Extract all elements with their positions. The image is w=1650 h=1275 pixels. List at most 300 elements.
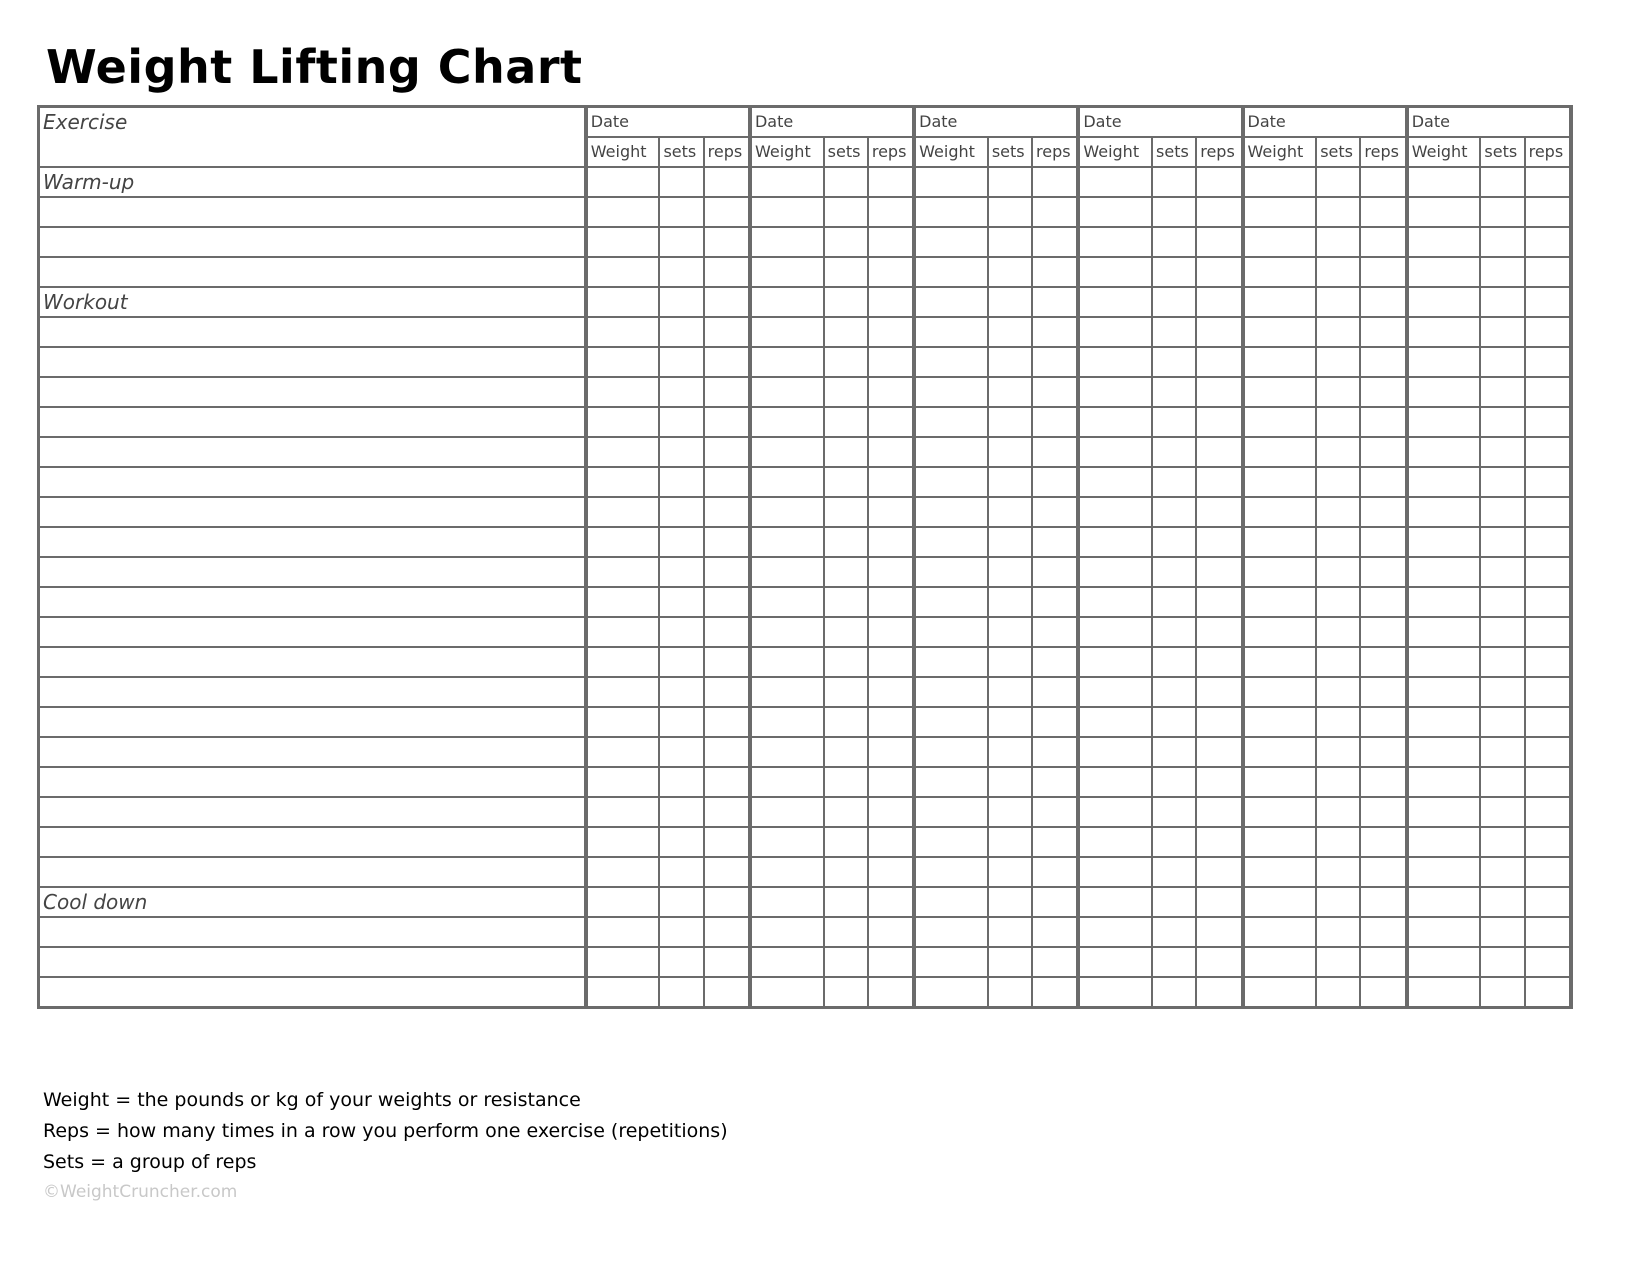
- sets-entry-cell[interactable]: [988, 707, 1032, 737]
- reps-entry-cell[interactable]: [704, 827, 750, 857]
- sets-entry-cell[interactable]: [1152, 677, 1196, 707]
- sets-entry-cell[interactable]: [659, 677, 703, 707]
- weight-entry-cell[interactable]: [750, 287, 824, 317]
- reps-entry-cell[interactable]: [1525, 407, 1571, 437]
- sets-entry-cell[interactable]: [824, 917, 868, 947]
- weight-entry-cell[interactable]: [750, 797, 824, 827]
- reps-entry-cell[interactable]: [868, 617, 914, 647]
- weight-entry-cell[interactable]: [586, 317, 660, 347]
- exercise-cell[interactable]: [39, 707, 586, 737]
- reps-entry-cell[interactable]: [1196, 947, 1242, 977]
- reps-entry-cell[interactable]: [1525, 257, 1571, 287]
- exercise-cell[interactable]: [39, 527, 586, 557]
- exercise-cell[interactable]: [39, 677, 586, 707]
- weight-entry-cell[interactable]: [750, 347, 824, 377]
- weight-entry-cell[interactable]: [1243, 617, 1317, 647]
- reps-entry-cell[interactable]: [1196, 887, 1242, 917]
- reps-entry-cell[interactable]: [868, 827, 914, 857]
- sets-entry-cell[interactable]: [659, 977, 703, 1008]
- exercise-cell[interactable]: [39, 587, 586, 617]
- sets-entry-cell[interactable]: [1480, 947, 1524, 977]
- reps-entry-cell[interactable]: [704, 407, 750, 437]
- exercise-cell[interactable]: [39, 797, 586, 827]
- sets-entry-cell[interactable]: [659, 167, 703, 197]
- weight-entry-cell[interactable]: [1078, 917, 1152, 947]
- weight-entry-cell[interactable]: [586, 227, 660, 257]
- weight-entry-cell[interactable]: [750, 527, 824, 557]
- weight-entry-cell[interactable]: [1243, 197, 1317, 227]
- weight-entry-cell[interactable]: [1243, 527, 1317, 557]
- sets-entry-cell[interactable]: [659, 287, 703, 317]
- sets-entry-cell[interactable]: [988, 497, 1032, 527]
- reps-entry-cell[interactable]: [1032, 317, 1078, 347]
- reps-entry-cell[interactable]: [1196, 977, 1242, 1008]
- weight-entry-cell[interactable]: [1078, 587, 1152, 617]
- reps-entry-cell[interactable]: [1032, 227, 1078, 257]
- date-cell[interactable]: [914, 107, 1078, 138]
- weight-entry-cell[interactable]: [1078, 347, 1152, 377]
- reps-entry-cell[interactable]: [868, 767, 914, 797]
- reps-entry-cell[interactable]: [1360, 947, 1406, 977]
- weight-entry-cell[interactable]: [1243, 437, 1317, 467]
- sets-entry-cell[interactable]: [659, 497, 703, 527]
- sets-entry-cell[interactable]: [659, 467, 703, 497]
- weight-entry-cell[interactable]: [914, 167, 988, 197]
- reps-entry-cell[interactable]: [1032, 767, 1078, 797]
- reps-entry-cell[interactable]: [1032, 617, 1078, 647]
- reps-entry-cell[interactable]: [1525, 497, 1571, 527]
- reps-entry-cell[interactable]: [1360, 737, 1406, 767]
- reps-entry-cell[interactable]: [1032, 677, 1078, 707]
- reps-entry-cell[interactable]: [1196, 527, 1242, 557]
- reps-entry-cell[interactable]: [868, 437, 914, 467]
- reps-entry-cell[interactable]: [704, 857, 750, 887]
- sets-entry-cell[interactable]: [824, 947, 868, 977]
- weight-entry-cell[interactable]: [586, 497, 660, 527]
- weight-entry-cell[interactable]: [586, 707, 660, 737]
- sets-entry-cell[interactable]: [1152, 947, 1196, 977]
- reps-entry-cell[interactable]: [868, 347, 914, 377]
- sets-entry-cell[interactable]: [824, 707, 868, 737]
- sets-entry-cell[interactable]: [659, 827, 703, 857]
- reps-entry-cell[interactable]: [704, 437, 750, 467]
- weight-entry-cell[interactable]: [586, 257, 660, 287]
- sets-entry-cell[interactable]: [824, 497, 868, 527]
- sets-entry-cell[interactable]: [1316, 707, 1360, 737]
- reps-entry-cell[interactable]: [1196, 437, 1242, 467]
- weight-entry-cell[interactable]: [1078, 257, 1152, 287]
- sets-entry-cell[interactable]: [1480, 527, 1524, 557]
- sets-entry-cell[interactable]: [1480, 407, 1524, 437]
- reps-entry-cell[interactable]: [1525, 857, 1571, 887]
- weight-entry-cell[interactable]: [586, 857, 660, 887]
- reps-entry-cell[interactable]: [1525, 197, 1571, 227]
- exercise-cell[interactable]: [39, 947, 586, 977]
- sets-entry-cell[interactable]: [824, 587, 868, 617]
- sets-entry-cell[interactable]: [988, 797, 1032, 827]
- reps-entry-cell[interactable]: [1196, 677, 1242, 707]
- reps-entry-cell[interactable]: [704, 677, 750, 707]
- weight-entry-cell[interactable]: [914, 347, 988, 377]
- weight-entry-cell[interactable]: [586, 587, 660, 617]
- reps-entry-cell[interactable]: [1525, 317, 1571, 347]
- weight-entry-cell[interactable]: [750, 317, 824, 347]
- reps-entry-cell[interactable]: [704, 647, 750, 677]
- exercise-cell[interactable]: [39, 737, 586, 767]
- sets-entry-cell[interactable]: [1480, 977, 1524, 1008]
- reps-entry-cell[interactable]: [1360, 437, 1406, 467]
- sets-entry-cell[interactable]: [659, 707, 703, 737]
- sets-entry-cell[interactable]: [824, 767, 868, 797]
- weight-entry-cell[interactable]: [1407, 707, 1481, 737]
- sets-entry-cell[interactable]: [1480, 287, 1524, 317]
- weight-entry-cell[interactable]: [750, 557, 824, 587]
- sets-entry-cell[interactable]: [1316, 647, 1360, 677]
- sets-entry-cell[interactable]: [1152, 797, 1196, 827]
- sets-entry-cell[interactable]: [1316, 857, 1360, 887]
- reps-entry-cell[interactable]: [1525, 347, 1571, 377]
- sets-entry-cell[interactable]: [1480, 557, 1524, 587]
- reps-entry-cell[interactable]: [1360, 827, 1406, 857]
- weight-entry-cell[interactable]: [914, 557, 988, 587]
- weight-entry-cell[interactable]: [750, 497, 824, 527]
- weight-entry-cell[interactable]: [750, 407, 824, 437]
- sets-entry-cell[interactable]: [1152, 467, 1196, 497]
- weight-entry-cell[interactable]: [1407, 737, 1481, 767]
- weight-entry-cell[interactable]: [1407, 587, 1481, 617]
- sets-entry-cell[interactable]: [1316, 287, 1360, 317]
- sets-entry-cell[interactable]: [659, 947, 703, 977]
- weight-entry-cell[interactable]: [1243, 887, 1317, 917]
- reps-entry-cell[interactable]: [1032, 257, 1078, 287]
- sets-entry-cell[interactable]: [1152, 647, 1196, 677]
- weight-entry-cell[interactable]: [914, 527, 988, 557]
- sets-entry-cell[interactable]: [1316, 677, 1360, 707]
- reps-entry-cell[interactable]: [1360, 467, 1406, 497]
- reps-entry-cell[interactable]: [704, 557, 750, 587]
- reps-entry-cell[interactable]: [1360, 347, 1406, 377]
- weight-entry-cell[interactable]: [914, 677, 988, 707]
- exercise-cell[interactable]: [39, 497, 586, 527]
- weight-entry-cell[interactable]: [914, 767, 988, 797]
- sets-entry-cell[interactable]: [1152, 437, 1196, 467]
- reps-entry-cell[interactable]: [704, 737, 750, 767]
- reps-entry-cell[interactable]: [1196, 197, 1242, 227]
- reps-entry-cell[interactable]: [1032, 287, 1078, 317]
- sets-entry-cell[interactable]: [659, 437, 703, 467]
- weight-entry-cell[interactable]: [914, 407, 988, 437]
- sets-entry-cell[interactable]: [1480, 467, 1524, 497]
- sets-entry-cell[interactable]: [1152, 317, 1196, 347]
- reps-entry-cell[interactable]: [1360, 647, 1406, 677]
- weight-entry-cell[interactable]: [586, 347, 660, 377]
- reps-entry-cell[interactable]: [1360, 497, 1406, 527]
- weight-entry-cell[interactable]: [1078, 407, 1152, 437]
- weight-entry-cell[interactable]: [1243, 587, 1317, 617]
- weight-entry-cell[interactable]: [1243, 647, 1317, 677]
- sets-entry-cell[interactable]: [824, 227, 868, 257]
- reps-entry-cell[interactable]: [1360, 857, 1406, 887]
- reps-entry-cell[interactable]: [1525, 377, 1571, 407]
- weight-entry-cell[interactable]: [586, 287, 660, 317]
- reps-entry-cell[interactable]: [868, 197, 914, 227]
- weight-entry-cell[interactable]: [1078, 197, 1152, 227]
- reps-entry-cell[interactable]: [1032, 827, 1078, 857]
- weight-entry-cell[interactable]: [750, 647, 824, 677]
- sets-entry-cell[interactable]: [659, 917, 703, 947]
- reps-entry-cell[interactable]: [704, 767, 750, 797]
- reps-entry-cell[interactable]: [1196, 407, 1242, 437]
- sets-entry-cell[interactable]: [1480, 617, 1524, 647]
- exercise-cell[interactable]: [39, 407, 586, 437]
- weight-entry-cell[interactable]: [750, 857, 824, 887]
- reps-entry-cell[interactable]: [1360, 317, 1406, 347]
- weight-entry-cell[interactable]: [1243, 917, 1317, 947]
- weight-entry-cell[interactable]: [750, 767, 824, 797]
- sets-entry-cell[interactable]: [1316, 227, 1360, 257]
- exercise-cell[interactable]: [39, 977, 586, 1008]
- reps-entry-cell[interactable]: [868, 167, 914, 197]
- reps-entry-cell[interactable]: [1196, 797, 1242, 827]
- weight-entry-cell[interactable]: [1078, 647, 1152, 677]
- exercise-cell[interactable]: [39, 887, 586, 917]
- weight-entry-cell[interactable]: [1078, 767, 1152, 797]
- weight-entry-cell[interactable]: [750, 917, 824, 947]
- sets-entry-cell[interactable]: [1480, 227, 1524, 257]
- weight-entry-cell[interactable]: [1243, 317, 1317, 347]
- reps-entry-cell[interactable]: [1196, 857, 1242, 887]
- reps-entry-cell[interactable]: [1196, 767, 1242, 797]
- sets-entry-cell[interactable]: [1480, 767, 1524, 797]
- reps-entry-cell[interactable]: [1525, 947, 1571, 977]
- reps-entry-cell[interactable]: [868, 647, 914, 677]
- reps-entry-cell[interactable]: [1032, 797, 1078, 827]
- sets-entry-cell[interactable]: [1480, 917, 1524, 947]
- reps-entry-cell[interactable]: [1032, 587, 1078, 617]
- sets-entry-cell[interactable]: [1152, 197, 1196, 227]
- reps-entry-cell[interactable]: [1196, 707, 1242, 737]
- reps-entry-cell[interactable]: [704, 917, 750, 947]
- weight-entry-cell[interactable]: [1407, 467, 1481, 497]
- weight-entry-cell[interactable]: [1078, 887, 1152, 917]
- reps-entry-cell[interactable]: [868, 497, 914, 527]
- exercise-cell[interactable]: [39, 227, 586, 257]
- sets-entry-cell[interactable]: [1316, 827, 1360, 857]
- reps-entry-cell[interactable]: [868, 527, 914, 557]
- weight-entry-cell[interactable]: [1078, 287, 1152, 317]
- sets-entry-cell[interactable]: [1152, 917, 1196, 947]
- sets-entry-cell[interactable]: [988, 587, 1032, 617]
- reps-entry-cell[interactable]: [704, 347, 750, 377]
- weight-entry-cell[interactable]: [750, 257, 824, 287]
- reps-entry-cell[interactable]: [1196, 257, 1242, 287]
- sets-entry-cell[interactable]: [659, 557, 703, 587]
- sets-entry-cell[interactable]: [1316, 467, 1360, 497]
- sets-entry-cell[interactable]: [1480, 587, 1524, 617]
- sets-entry-cell[interactable]: [1152, 347, 1196, 377]
- sets-entry-cell[interactable]: [1152, 767, 1196, 797]
- weight-entry-cell[interactable]: [1407, 497, 1481, 527]
- sets-entry-cell[interactable]: [659, 317, 703, 347]
- weight-entry-cell[interactable]: [914, 197, 988, 227]
- reps-entry-cell[interactable]: [1525, 167, 1571, 197]
- reps-entry-cell[interactable]: [1032, 167, 1078, 197]
- sets-entry-cell[interactable]: [1480, 827, 1524, 857]
- weight-entry-cell[interactable]: [1243, 167, 1317, 197]
- weight-entry-cell[interactable]: [1407, 437, 1481, 467]
- reps-entry-cell[interactable]: [1360, 617, 1406, 647]
- exercise-cell[interactable]: [39, 857, 586, 887]
- reps-entry-cell[interactable]: [1360, 677, 1406, 707]
- sets-entry-cell[interactable]: [988, 287, 1032, 317]
- sets-entry-cell[interactable]: [1152, 227, 1196, 257]
- reps-entry-cell[interactable]: [868, 737, 914, 767]
- reps-entry-cell[interactable]: [704, 167, 750, 197]
- weight-entry-cell[interactable]: [1243, 227, 1317, 257]
- sets-entry-cell[interactable]: [824, 287, 868, 317]
- exercise-cell[interactable]: [39, 377, 586, 407]
- sets-entry-cell[interactable]: [988, 377, 1032, 407]
- weight-entry-cell[interactable]: [914, 227, 988, 257]
- sets-entry-cell[interactable]: [1316, 767, 1360, 797]
- sets-entry-cell[interactable]: [824, 347, 868, 377]
- sets-entry-cell[interactable]: [824, 977, 868, 1008]
- sets-entry-cell[interactable]: [824, 467, 868, 497]
- weight-entry-cell[interactable]: [1407, 317, 1481, 347]
- reps-entry-cell[interactable]: [1525, 527, 1571, 557]
- sets-entry-cell[interactable]: [1316, 377, 1360, 407]
- sets-entry-cell[interactable]: [1316, 557, 1360, 587]
- weight-entry-cell[interactable]: [586, 437, 660, 467]
- sets-entry-cell[interactable]: [1480, 167, 1524, 197]
- reps-entry-cell[interactable]: [1360, 587, 1406, 617]
- reps-entry-cell[interactable]: [1525, 707, 1571, 737]
- sets-entry-cell[interactable]: [1480, 317, 1524, 347]
- reps-entry-cell[interactable]: [1525, 677, 1571, 707]
- weight-entry-cell[interactable]: [750, 617, 824, 647]
- weight-entry-cell[interactable]: [914, 797, 988, 827]
- reps-entry-cell[interactable]: [1032, 527, 1078, 557]
- exercise-cell[interactable]: [39, 617, 586, 647]
- weight-entry-cell[interactable]: [750, 227, 824, 257]
- weight-entry-cell[interactable]: [1078, 557, 1152, 587]
- reps-entry-cell[interactable]: [1360, 257, 1406, 287]
- sets-entry-cell[interactable]: [988, 197, 1032, 227]
- reps-entry-cell[interactable]: [1360, 227, 1406, 257]
- sets-entry-cell[interactable]: [1480, 647, 1524, 677]
- weight-entry-cell[interactable]: [586, 797, 660, 827]
- sets-entry-cell[interactable]: [1152, 377, 1196, 407]
- reps-entry-cell[interactable]: [1525, 287, 1571, 317]
- weight-entry-cell[interactable]: [750, 197, 824, 227]
- sets-entry-cell[interactable]: [824, 197, 868, 227]
- weight-entry-cell[interactable]: [1078, 827, 1152, 857]
- sets-entry-cell[interactable]: [1316, 617, 1360, 647]
- weight-entry-cell[interactable]: [1407, 257, 1481, 287]
- sets-entry-cell[interactable]: [988, 917, 1032, 947]
- exercise-cell[interactable]: [39, 437, 586, 467]
- sets-entry-cell[interactable]: [1316, 977, 1360, 1008]
- date-cell[interactable]: [1078, 107, 1242, 138]
- reps-entry-cell[interactable]: [704, 497, 750, 527]
- reps-entry-cell[interactable]: [704, 227, 750, 257]
- weight-entry-cell[interactable]: [1078, 707, 1152, 737]
- sets-entry-cell[interactable]: [988, 347, 1032, 377]
- weight-entry-cell[interactable]: [1407, 557, 1481, 587]
- weight-entry-cell[interactable]: [1243, 347, 1317, 377]
- reps-entry-cell[interactable]: [704, 587, 750, 617]
- weight-entry-cell[interactable]: [1407, 287, 1481, 317]
- sets-entry-cell[interactable]: [659, 347, 703, 377]
- weight-entry-cell[interactable]: [1243, 497, 1317, 527]
- exercise-cell[interactable]: [39, 767, 586, 797]
- sets-entry-cell[interactable]: [659, 377, 703, 407]
- sets-entry-cell[interactable]: [1480, 257, 1524, 287]
- weight-entry-cell[interactable]: [1243, 467, 1317, 497]
- reps-entry-cell[interactable]: [1525, 887, 1571, 917]
- reps-entry-cell[interactable]: [1360, 557, 1406, 587]
- weight-entry-cell[interactable]: [1078, 947, 1152, 977]
- sets-entry-cell[interactable]: [1316, 737, 1360, 767]
- reps-entry-cell[interactable]: [1525, 617, 1571, 647]
- weight-entry-cell[interactable]: [750, 977, 824, 1008]
- sets-entry-cell[interactable]: [1316, 197, 1360, 227]
- sets-entry-cell[interactable]: [1152, 857, 1196, 887]
- sets-entry-cell[interactable]: [1152, 617, 1196, 647]
- exercise-cell[interactable]: [39, 197, 586, 227]
- sets-entry-cell[interactable]: [824, 437, 868, 467]
- weight-entry-cell[interactable]: [914, 887, 988, 917]
- weight-entry-cell[interactable]: [586, 617, 660, 647]
- weight-entry-cell[interactable]: [750, 887, 824, 917]
- reps-entry-cell[interactable]: [1196, 317, 1242, 347]
- sets-entry-cell[interactable]: [824, 317, 868, 347]
- sets-entry-cell[interactable]: [1152, 287, 1196, 317]
- reps-entry-cell[interactable]: [1196, 167, 1242, 197]
- weight-entry-cell[interactable]: [1243, 407, 1317, 437]
- exercise-cell[interactable]: [39, 647, 586, 677]
- reps-entry-cell[interactable]: [704, 317, 750, 347]
- weight-entry-cell[interactable]: [914, 437, 988, 467]
- reps-entry-cell[interactable]: [1196, 467, 1242, 497]
- reps-entry-cell[interactable]: [704, 377, 750, 407]
- date-cell[interactable]: [750, 107, 914, 138]
- weight-entry-cell[interactable]: [586, 557, 660, 587]
- sets-entry-cell[interactable]: [659, 197, 703, 227]
- reps-entry-cell[interactable]: [1525, 737, 1571, 767]
- reps-entry-cell[interactable]: [1032, 497, 1078, 527]
- reps-entry-cell[interactable]: [1032, 407, 1078, 437]
- sets-entry-cell[interactable]: [988, 767, 1032, 797]
- weight-entry-cell[interactable]: [1407, 197, 1481, 227]
- weight-entry-cell[interactable]: [1243, 947, 1317, 977]
- sets-entry-cell[interactable]: [988, 167, 1032, 197]
- reps-entry-cell[interactable]: [1525, 557, 1571, 587]
- sets-entry-cell[interactable]: [1316, 437, 1360, 467]
- reps-entry-cell[interactable]: [1032, 467, 1078, 497]
- sets-entry-cell[interactable]: [988, 407, 1032, 437]
- weight-entry-cell[interactable]: [1243, 767, 1317, 797]
- sets-entry-cell[interactable]: [1152, 527, 1196, 557]
- reps-entry-cell[interactable]: [1032, 887, 1078, 917]
- weight-entry-cell[interactable]: [586, 767, 660, 797]
- reps-entry-cell[interactable]: [1196, 497, 1242, 527]
- sets-entry-cell[interactable]: [824, 827, 868, 857]
- reps-entry-cell[interactable]: [868, 317, 914, 347]
- reps-entry-cell[interactable]: [1525, 227, 1571, 257]
- weight-entry-cell[interactable]: [1407, 377, 1481, 407]
- weight-entry-cell[interactable]: [1243, 827, 1317, 857]
